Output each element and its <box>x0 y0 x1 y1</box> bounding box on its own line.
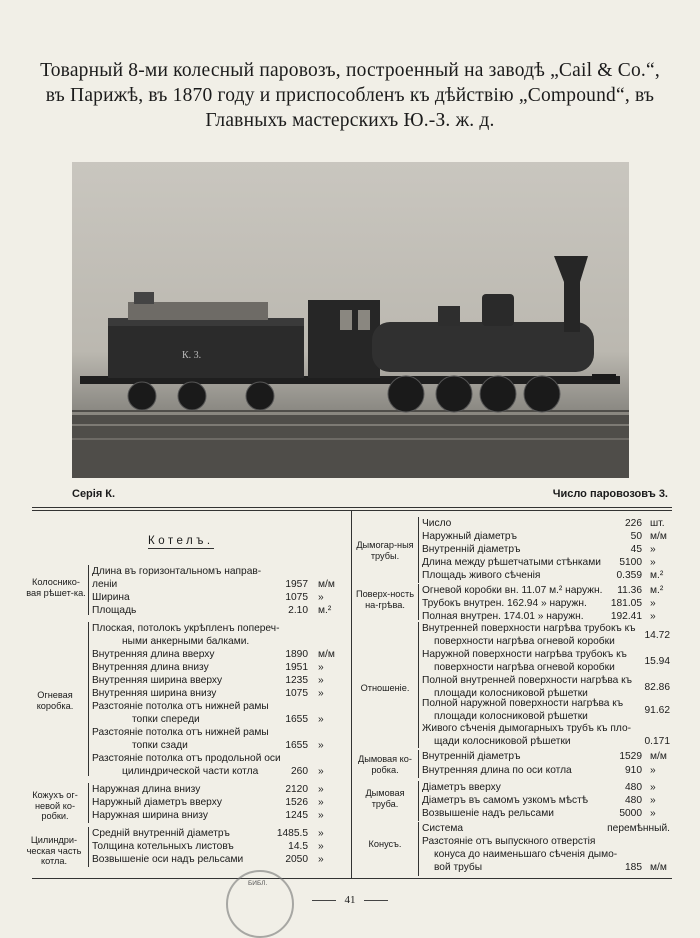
group-grate: Колоснико-вая рѣшет-ка. <box>26 577 86 598</box>
group-brace <box>418 750 419 778</box>
section-heading-boiler: Котелъ. <box>148 535 214 547</box>
stamp-text: БИБЛ. <box>248 880 268 887</box>
locomotive-illustration <box>72 162 629 478</box>
group-brace <box>88 565 89 615</box>
group-brace <box>418 584 419 620</box>
page-number: 41 <box>344 894 356 906</box>
group-brace <box>88 783 89 823</box>
table-row: Разстояніе потолка отъ нижней рамы топки спереди 1655 » <box>92 701 324 725</box>
group-heating-surface: Поверх-ность на-грѣва. <box>355 589 415 610</box>
group-brace <box>88 827 89 867</box>
group-cylindrical: Цилиндри-ческая часть котла. <box>26 835 82 866</box>
title-line-1: Товарный 8-ми колесный паровозъ, построенный на заводѣ „Cail & Cо.“, <box>40 60 660 81</box>
table-row: Полной внутренней поверхности нагрѣва къ площади колосниковой рѣшетки 82.86 <box>422 675 670 699</box>
series-caption: Серія К. <box>72 488 116 500</box>
table-row: Полной наружной поверхности нагрѣва къ площади колосниковой рѣшетки 91.62 <box>422 698 670 722</box>
locomotive-photo <box>72 162 629 478</box>
group-cone: Конусъ. <box>368 839 402 849</box>
table-row: Живого сѣченія дымогарныхъ трубъ къ пло- щади колосниковой рѣшетки 0.171 <box>422 723 670 747</box>
table-top-rule-2 <box>32 510 672 511</box>
tender-label: К. 3. <box>182 350 202 361</box>
title-line-3: Главныхъ мастерскихъ Ю.-З. ж. д. <box>205 110 495 131</box>
table-row: Разстояніе отъ выпускного отверстія конуса до наименьшаго сѣченія дымо- вой трубы 185 м/м <box>422 836 667 873</box>
count-caption: Число паровозовъ 3. <box>552 488 668 500</box>
group-smokebox: Дымовая ко-робка. <box>358 754 412 775</box>
table-row: Наружной поверхности нагрѣва трубокъ къ поверхности нагрѣва огневой коробки 15.94 <box>422 649 670 673</box>
group-firebox-casing: Кожухъ ог-невой ко-робки. <box>32 790 78 821</box>
title-line-2: въ Парижѣ, въ 1870 году и приспособленъ къ дѣйствію „Compound“, въ <box>45 85 655 106</box>
table-row: Разстояніе потолка отъ нижней рамы топки сзади 1655 » <box>92 727 324 751</box>
table-row: Разстояніе потолка отъ продольной оси цилиндрической части котла 260 » <box>92 753 324 777</box>
group-brace <box>418 517 419 583</box>
table-row: Внутренней поверхности нагрѣва трубокъ къ поверхности нагрѣва огневой коробки 14.72 <box>422 623 670 647</box>
column-divider <box>351 510 352 878</box>
group-brace <box>418 781 419 821</box>
table-row: Длина въ горизонтальномъ направ- леніи 1957 м/м <box>92 566 335 590</box>
group-fire-tubes: Дымогар-ныя трубы. <box>356 540 414 561</box>
group-brace <box>88 622 89 776</box>
table-bottom-rule <box>32 878 672 879</box>
group-chimney: Дымовая труба. <box>365 788 405 809</box>
group-brace <box>418 622 419 748</box>
table-top-rule <box>32 507 672 508</box>
group-ratio: Отношеніе. <box>360 683 410 693</box>
page-title <box>20 58 680 133</box>
group-brace <box>418 822 419 876</box>
group-firebox: Огневая коробка. <box>36 690 74 711</box>
